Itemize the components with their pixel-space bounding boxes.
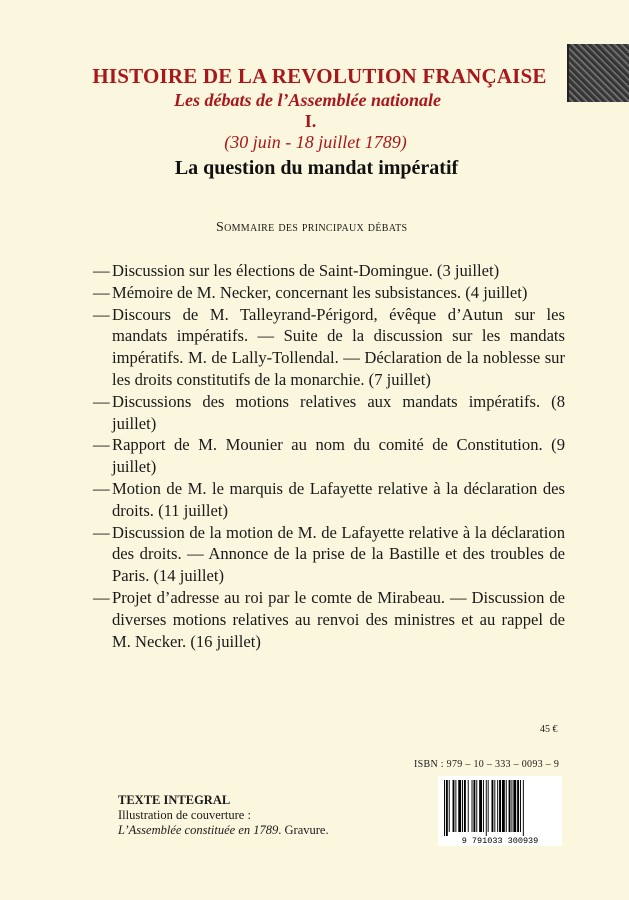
debate-text: Discussions des motions relatives aux mandats impératifs. (8 juillet) bbox=[112, 391, 565, 433]
barcode-bar bbox=[502, 780, 505, 832]
book-subtitle: Les débats de l’Assemblée nationale bbox=[174, 90, 441, 110]
dash-bullet: — bbox=[93, 261, 110, 280]
barcode-bar bbox=[464, 780, 466, 832]
barcode-bar bbox=[462, 780, 463, 832]
list-item bbox=[93, 391, 565, 435]
volume-theme: La question du mandat impératif bbox=[174, 157, 459, 179]
list-item bbox=[93, 304, 565, 391]
dash-bullet: — bbox=[93, 282, 110, 302]
isbn: ISBN : 979 – 10 – 333 – 0093 – 9 bbox=[414, 759, 560, 770]
volume-number: I. bbox=[304, 111, 317, 131]
cover-illustration-caption bbox=[118, 823, 329, 838]
barcode-bar bbox=[499, 780, 501, 832]
debate-text: Projet d’adresse au roi par le comte de Mirabeau. — Discussion de diverses motions relatives au renvoi des ministres et au rappel de M. Necker. (16 juillet) bbox=[112, 587, 565, 651]
dash-bullet: — bbox=[93, 391, 110, 411]
barcode-bar bbox=[449, 780, 450, 832]
barcode-bars bbox=[444, 780, 524, 836]
artwork-title: L’Assemblée constituée en 1789 bbox=[118, 823, 279, 837]
barcode bbox=[438, 776, 562, 846]
barcode-bar bbox=[492, 780, 494, 832]
barcode-bar bbox=[520, 780, 521, 832]
barcode-bar bbox=[509, 780, 511, 832]
barcode-bar bbox=[446, 780, 448, 836]
barcode-bar bbox=[488, 780, 489, 832]
debate-text: Rapport de M. Mounier au nom du comité de Constitution. (9 juillet) bbox=[112, 435, 565, 477]
barcode-bar bbox=[455, 780, 456, 832]
barcode-bar bbox=[473, 780, 475, 832]
debate-text: Discussion de la motion de M. de Lafayette relative à la déclaration des droits. — Annonce de la prise de la Bastille et des troubles de Paris. (14 juillet) bbox=[112, 522, 565, 586]
barcode-bar bbox=[517, 780, 519, 832]
barcode-bar bbox=[523, 780, 524, 836]
list-item bbox=[93, 587, 565, 652]
debate-text: Mémoire de M. Necker, concernant les subsistances. (4 juillet) bbox=[112, 282, 528, 302]
date-range: (30 juin - 18 juillet 1789) bbox=[224, 132, 407, 152]
dash-bullet: — bbox=[93, 478, 110, 498]
dash-bullet: — bbox=[93, 304, 110, 324]
dash-bullet: — bbox=[93, 435, 110, 455]
list-item bbox=[93, 260, 565, 282]
barcode-bar bbox=[511, 780, 512, 832]
barcode-bar bbox=[468, 780, 469, 832]
barcode-bar bbox=[486, 780, 487, 836]
credits bbox=[118, 793, 329, 838]
barcode-bar bbox=[476, 780, 477, 832]
summary-heading: Sommaire des principaux débats bbox=[216, 220, 408, 235]
header bbox=[0, 64, 629, 180]
debate-text: Discussion sur les élections de Saint-Domingue. (3 juillet) bbox=[112, 261, 500, 280]
list-item bbox=[93, 522, 565, 587]
barcode-bar bbox=[444, 780, 445, 836]
barcode-bar bbox=[453, 780, 455, 832]
barcode-bar bbox=[479, 780, 482, 832]
barcode-bar bbox=[472, 780, 473, 832]
debate-text: Motion de M. le marquis de Lafayette relative à la déclaration des droits. (11 juillet) bbox=[112, 478, 565, 520]
list-item bbox=[93, 478, 565, 522]
artwork-medium: . Gravure. bbox=[278, 823, 329, 837]
barcode-bar bbox=[494, 780, 495, 832]
barcode-bar bbox=[506, 780, 507, 832]
barcode-bar bbox=[458, 780, 461, 832]
barcode-bar bbox=[483, 780, 484, 832]
cover-illustration-label: Illustration de couverture : bbox=[118, 808, 251, 822]
list-item bbox=[93, 282, 565, 304]
book-title: HISTOIRE DE LA REVOLUTION FRANÇAISE bbox=[92, 64, 547, 88]
integral-text-label: TEXTE INTEGRAL bbox=[118, 793, 231, 807]
debate-text: Discours de M. Talleyrand-Périgord, évêque d’Autun sur les mandats impératifs. — Suite de la discussion sur les mandats impératifs. M. de Lally-Tollendal. — Déclaration de la noblesse sur les droits constitutifs de la monarchie. (7 juillet) bbox=[112, 304, 565, 389]
dash-bullet: — bbox=[93, 522, 110, 542]
barcode-bar bbox=[497, 780, 498, 832]
debate-list bbox=[93, 260, 565, 652]
price: 45 € bbox=[540, 724, 558, 735]
barcode-bar bbox=[513, 780, 516, 832]
list-item bbox=[93, 434, 565, 478]
dash-bullet: — bbox=[93, 587, 110, 607]
barcode-digits: 9 791033 300939 bbox=[461, 836, 539, 846]
